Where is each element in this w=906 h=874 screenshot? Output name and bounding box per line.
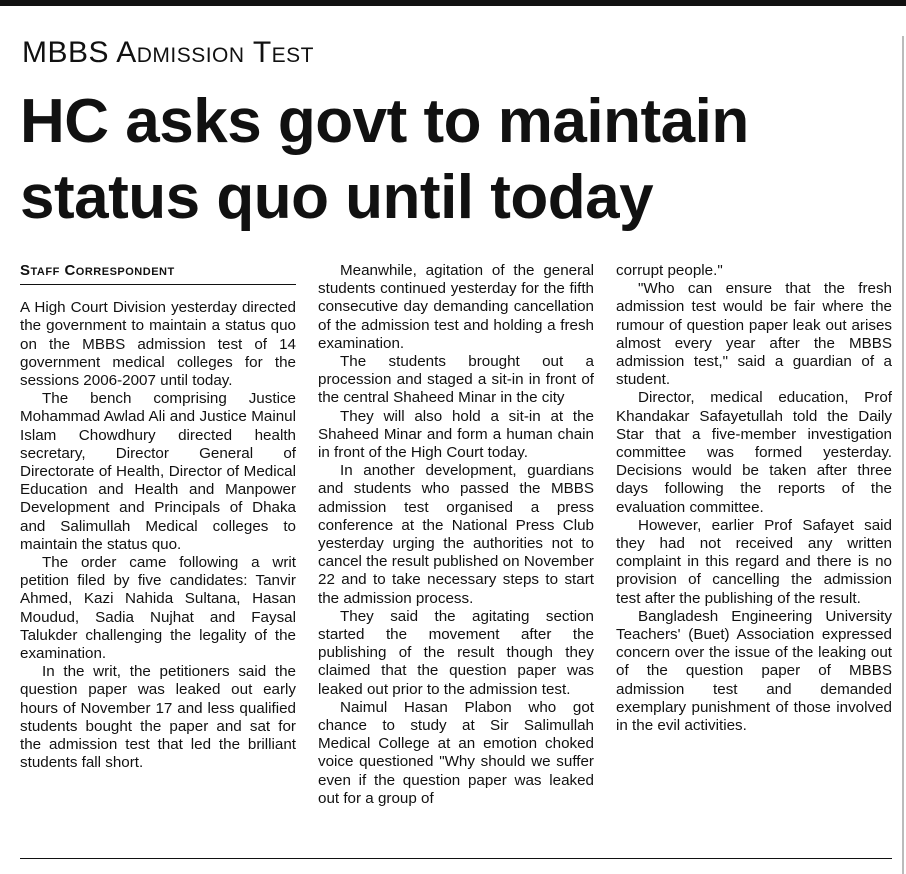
right-rule — [902, 36, 904, 874]
paragraph: In the writ, the petitioners said the question paper was leaked out early hours of November 17 and less qualified students bought the paper and sat for the admission test that led the brilliant students fall short. — [20, 663, 296, 772]
paragraph: Naimul Hasan Plabon who got chance to study at Sir Salimullah Medical College at an emotion choked voice questioned "Why should we suffer even if the question paper was leaked out for a group of — [318, 698, 594, 807]
paragraph: "Who can ensure that the fresh admission test would be fair where the rumour of question paper leak out arises almost every year after the MBBS admission test," said a guardian of a student. — [616, 280, 892, 389]
paragraph: The students brought out a procession and staged a sit-in in front of the central Shaheed Minar in the city — [318, 353, 594, 407]
kicker: MBBS Admission Test — [22, 36, 315, 69]
article-body — [20, 262, 892, 852]
paragraph: They said the agitating section started the movement after the publishing of the result though they claimed that the question paper was leaked out prior to the admission test. — [318, 607, 594, 698]
paragraph: However, earlier Prof Safayet said they had not received any written complaint in this regard and there is no provision of cancelling the admission test after the publishing of the result. — [616, 516, 892, 607]
byline: Staff Correspondent — [20, 262, 296, 285]
paragraph: A High Court Division yesterday directed the government to maintain a status quo on the MBBS admission test of 14 government medical colleges for the sessions 2006-2007 until today. — [20, 299, 296, 390]
paragraph: Director, medical education, Prof Khandakar Safayetullah told the Daily Star that a five-member investigation committee was formed yesterday. Decisions would be taken after three days following the reports of the evaluation committee. — [616, 389, 892, 516]
top-rule — [0, 0, 906, 6]
paragraph: The bench comprising Justice Mohammad Awlad Ali and Justice Mainul Islam Chowdhury directed health secretary, Director General of Directorate of Health, Director of Medical Education and Health and Manpower Development and Principals of Dhaka and Salimullah Medical colleges to maintain the status quo. — [20, 390, 296, 553]
paragraph: Meanwhile, agitation of the general students continued yesterday for the fifth consecutive day demanding cancellation of the admission test and holding a fresh examination. — [318, 262, 594, 352]
column-2 — [318, 262, 594, 852]
paragraph: In another development, guardians and students who passed the MBBS admission test organised a press conference at the National Press Club yesterday urging the authorities not to cancel the result published on November 22 and to take necessary steps to start the admission process. — [318, 462, 594, 607]
paragraph: corrupt people." — [616, 262, 723, 279]
column-3 — [616, 262, 892, 852]
paragraph: The order came following a writ petition filed by five candidates: Tanvir Ahmed, Kazi Nahida Sultana, Hasan Moudud, Sadia Nujhat and Faysal Talukder challenging the legality of the examination. — [20, 554, 296, 663]
bottom-rule — [20, 858, 892, 859]
paragraph: Bangladesh Engineering University Teachers' (Buet) Association expressed concern over the issue of the leaking out of the question paper of MBBS admission test and demanded exemplary punishment of those involved in the evil activities. — [616, 607, 892, 735]
paragraph: They will also hold a sit-in at the Shaheed Minar and form a human chain in front of the High Court today. — [318, 407, 594, 462]
column-1 — [20, 262, 296, 852]
headline: HC asks govt to maintain status quo until today — [20, 87, 749, 232]
